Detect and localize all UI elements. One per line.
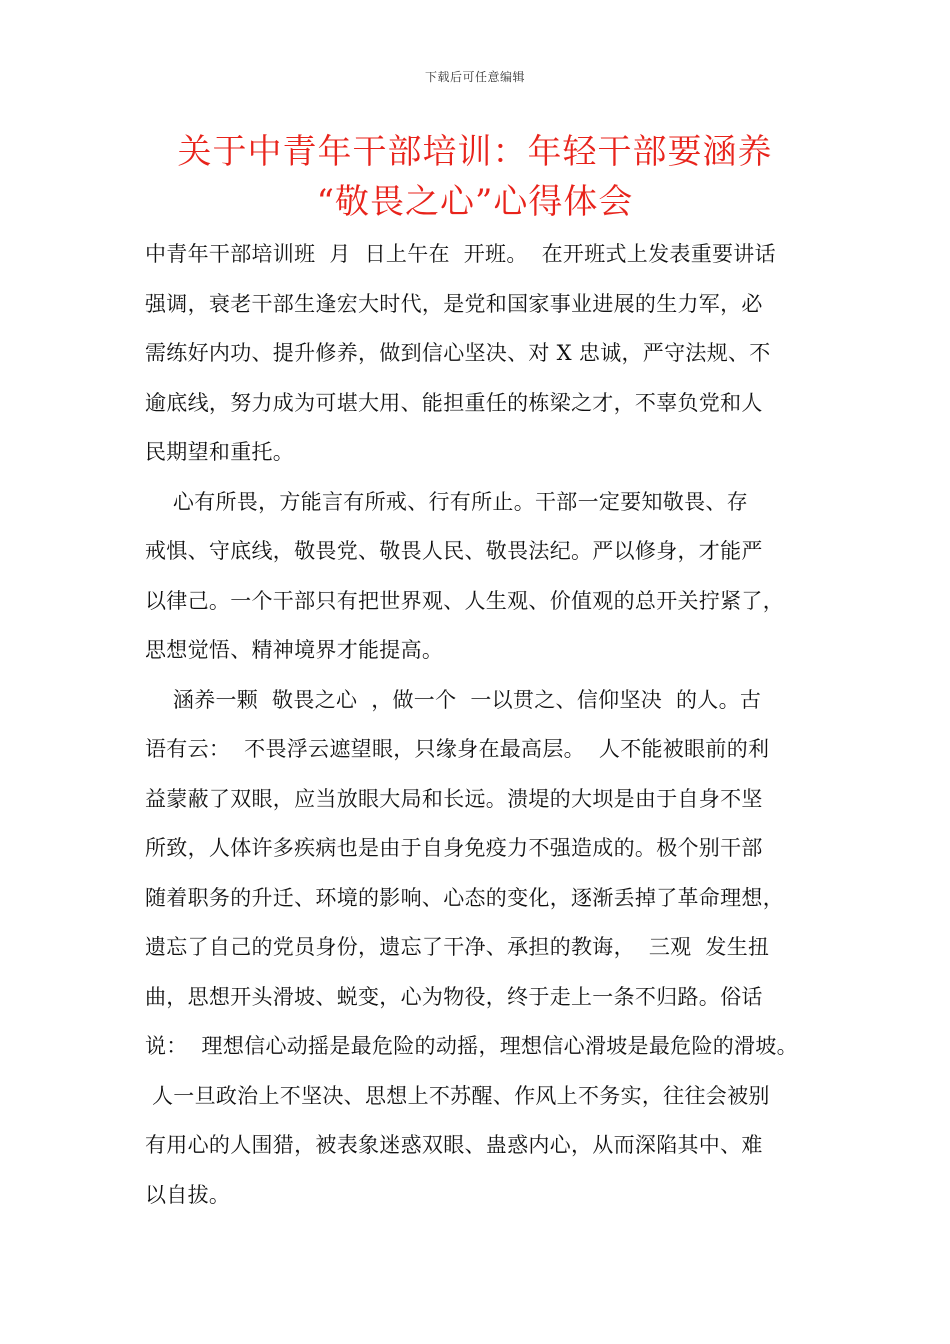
text-line: 涵养一颗 敬畏之心 ，做一个 一以贯之、信仰坚决 的人。古 (145, 687, 762, 712)
text-line: 戒惧、守底线，敬畏党、敬畏人民、敬畏法纪。严以修身，才能严 (145, 539, 763, 563)
text-line: 益蒙蔽了双眼，应当放眼大局和长远。溃堤的大坝是由于自身不坚 (145, 786, 763, 811)
document-title (0, 128, 950, 227)
text-line: 遗忘了自己的党员身份，遗忘了干净、承担的教诲， 三观 发生扭 (145, 935, 770, 959)
text-line: 逾底线，努力成为可堪大用、能担重任的栋梁之才，不辜负党和人 (145, 390, 763, 415)
text-line: 需练好内功、提升修养，做到信心坚决、对 X 忠诚，严守法规、不 (145, 341, 771, 365)
text-line: 以律己。一个干部只有把世界观、人生观、价值观的总开关拧紧了， (145, 588, 784, 613)
text-line: 强调，衰老干部生逢宏大时代，是党和国家事业进展的生力军，必 (145, 291, 763, 316)
text-line: 以自拔。 (145, 1182, 231, 1207)
title-line-1: 关于中青年干部培训：年轻干部要涵养 (177, 132, 773, 172)
text-line: 语有云： 不畏浮云遮望眼，只缘身在最高层。 人不能被眼前的利 (145, 737, 770, 761)
text-line: 有用心的人围猎，被表象迷惑双眼、蛊惑内心，从而深陷其中、难 (145, 1133, 763, 1157)
text-line: 所致，人体许多疾病也是由于自身免疫力不强造成的。极个别干部 (145, 836, 763, 860)
paragraph-1 (145, 230, 825, 478)
paragraph-2 (145, 478, 825, 676)
document-body (145, 230, 825, 1220)
text-line: 中青年干部培训班 月 日上午在 开班。 在开班式上发表重要讲话 (145, 242, 776, 266)
text-line: 随着职务的升迁、环境的影响、心态的变化，逐渐丢掉了革命理想， (145, 885, 784, 910)
text-line: 说： 理想信心动摇是最危险的动摇，理想信心滑坡是最危险的滑坡。 (145, 1034, 798, 1058)
text-line: 民期望和重托。 (145, 440, 295, 464)
header-note: 下载后可任意编辑 (424, 70, 525, 84)
text-line: 心有所畏，方能言有所戒、行有所止。干部一定要知敬畏、存 (145, 489, 748, 514)
text-line: 曲，思想开头滑坡、蜕变，心为物役，终于走上一条不归路。俗话 (145, 984, 763, 1009)
text-line: 人一旦政治上不坚决、思想上不苏醒、作风上不务实，往往会被别 (145, 1083, 770, 1108)
title-line-2: “敬畏之心”心得体会 (316, 181, 634, 222)
paragraph-3 (145, 676, 825, 1221)
text-line: 思想觉悟、精神境界才能提高。 (145, 638, 444, 662)
